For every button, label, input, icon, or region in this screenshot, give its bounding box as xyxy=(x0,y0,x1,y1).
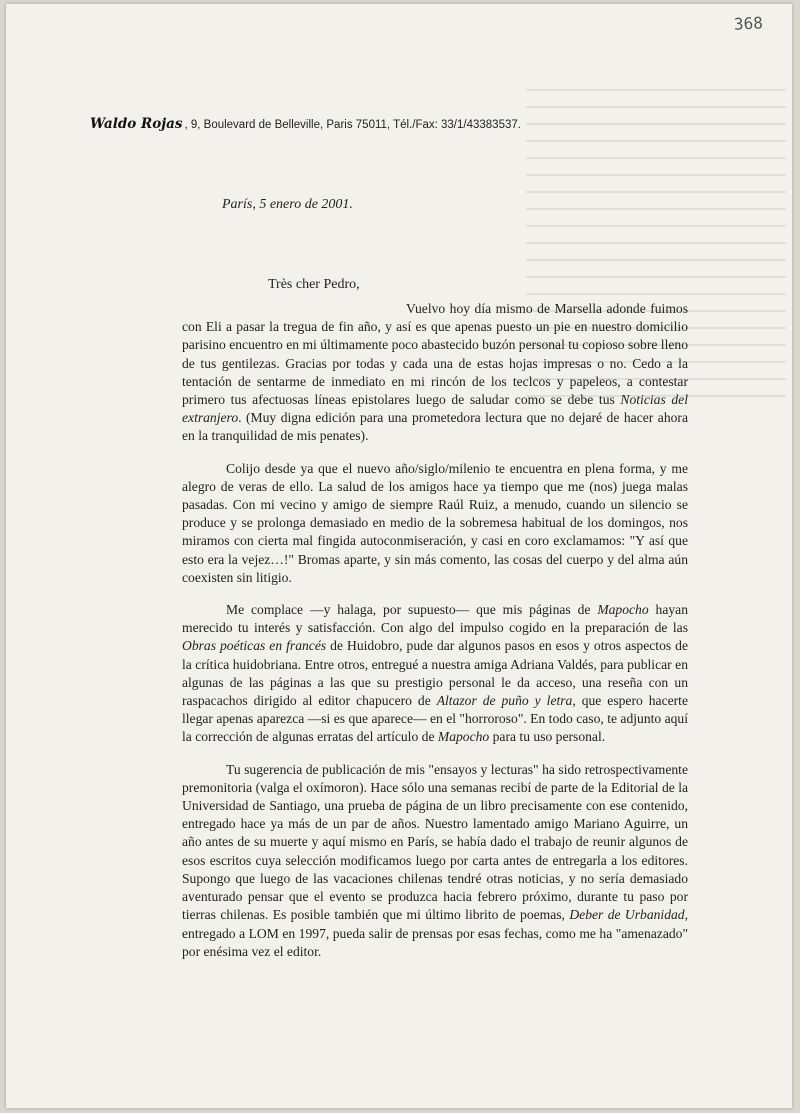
archive-number: 368 xyxy=(733,13,764,34)
paragraph-2: Colijo desde ya que el nuevo año/siglo/milenio te encuentra en plena forma, y me alegro de veras de ello. La salud de los amigos hace ya tiempo que me (nos) juega malas pasadas. Con mi vecino y amigo de siempre Raúl Ruiz, a menudo, cuando un silencio se produce y se prolonga demasiado en medio de la sobremesa habitual de los domingos, nos miramos con cierta mal fingida autoconmiseración, y casi en coro exclamamos: "Y así que esto era la vejez…!" Bromas aparte, y sin más comento, las cosas del cuerpo y del alma aún coexisten sin litigio. xyxy=(182,460,688,585)
dateline: París, 5 enero de 2001. xyxy=(222,197,353,212)
paragraph-1: Vuelvo hoy día mismo de Marsella adonde fuimos con Eli a pasar la tregua de fin año, y así es que apenas puesto un pie en nuestro domicilio parisino encuentro en mi últimamente poco abastecido buzón personal tu copioso sobre lleno de tus gentilezas. Gracias por todas y cada una de estas hojas impresas o no. Cedo a la tentación de sentarme de inmediato en mi rincón de los teclcos y papeleos, a contestar primero tus afectuosas líneas epistolares luego de saludar como se debe tus Noticias del extranjero. (Muy digna edición para una prometedora lectura que no dejaré de hacer ahora en la tranquilidad de mis penates). xyxy=(182,301,688,444)
letterhead xyxy=(90,116,690,132)
letterhead-address: , 9, Boulevard de Belleville, Paris 75011, Tél./Fax: 33/1/43383537. xyxy=(184,119,521,131)
salutation: Très cher Pedro, xyxy=(268,277,360,292)
letter-body xyxy=(182,300,688,961)
letterhead-name: Waldo Rojas xyxy=(90,116,183,132)
letter-page xyxy=(6,4,792,1108)
paragraph-4: Tu sugerencia de publicación de mis "ensayos y lecturas" ha sido retrospectivamente premonitoria (valga el oxímoron). Hace sólo una semanas recibí de parte de la Editorial de la Universidad de Santiago, una prueba de página de un libro precisamente con ese contenido, entregado hace ya más de un par de años. Nuestro lamentado amigo Mariano Aguirre, un año antes de su muerte y aquí mismo en París, se había dado el trabajo de reunir algunos de esos escritos cuya selección modificamos luego por carta antes de entregarla a los editores. Supongo que luego de las vacaciones chilenas tendré otras noticias, y no sería demasiado aventurado pensar que el evento se produzca hacia febrero próximo, durante tu paso por tierras chilenas. Es posible también que mi último librito de poemas, Deber de Urbanidad, entregado a LOM en 1997, pueda salir de prensas por esas fechas, como me ha "amenazado" por enésima vez el editor. xyxy=(182,761,689,959)
paragraph-3: Me complace —y halaga, por supuesto— que mis páginas de Mapocho hayan merecido tu interés y satisfacción. Con algo del impulso cogido en la preparación de las Obras poéticas en francés de Huidobro, pude dar algunos pasos en esos y otros aspectos de la crítica huidobriana. Entre otros, entregué a nuestra amiga Adriana Valdés, para publicar en algunas de las páginas a las que su prestigio personal le da acceso, una reseña con un raspacachos dirigido al editor chapucero de Altazor de puño y letra, que espero hacerte llegar apenas aparezca —si es que aparece— en el "horroroso". En todo caso, te adjunto aquí la corrección de algunas erratas del artículo de Mapocho para tu uso personal. xyxy=(182,602,689,745)
